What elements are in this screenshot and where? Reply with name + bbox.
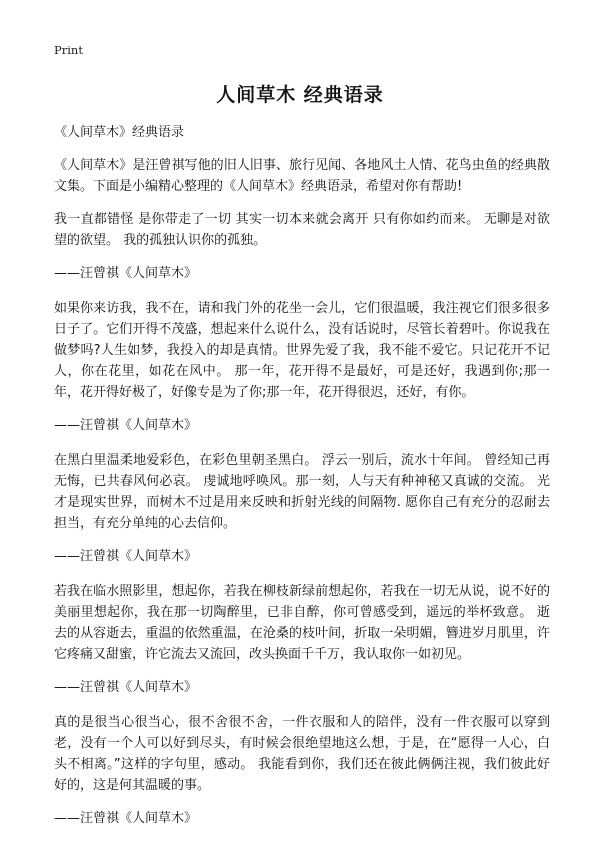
quote-text: 在黑白里温柔地爱彩色，在彩色里朝圣黑白。 浮云一别后，流水十年间。 曾经知己再无悔，已共春风何必哀。 虔诚地呼唤风。那一刻，人与天有种神秘又真诚的交流。 光才是现实世界，而树木不过是用来反映和折射光线的间隔物. 愿你自己有充分的忍耐去担当，有充分单纯的心去信仰。 [54,453,550,531]
quote-attribution: ——汪曾祺《人间草木》 [54,680,198,695]
quote-text: 真的是很当心很当心，很不舍很不舍，一件衣服和人的陪伴，没有一件衣服可以穿到老，没有一个人可以好到尽头，有时候会很绝望地这么想，于是，在“愿得一人心，白头不相离。”这样的字句里，感动。 我能看到你，我们还在彼此俩俩注视，我们彼此好好的，这是何其温暖的事。 [54,715,550,793]
print-link[interactable]: Print [54,43,83,57]
intro-paragraph: 《人间草木》是汪曾祺写他的旧人旧事、旅行见闻、各地风土人情、花鸟虫鱼的经典散文集。下面是小编精心整理的《人间草木》经典语录，希望对你有帮助! [54,158,550,194]
document-title: 人间草木 经典语录 [216,84,384,106]
quote-attribution: ——汪曾祺《人间草木》 [54,266,198,281]
document-body [54,122,550,843]
quote-attribution: ——汪曾祺《人间草木》 [54,549,198,564]
quote-text: 如果你来访我，我不在，请和我门外的花坐一会儿，它们很温暖，我注视它们很多很多日子了。它们开得不茂盛，想起来什么说什么，没有话说时，尽管长着碧叶。你说我在做梦吗?人生如梦，我投入的却是真情。世界先爱了我，我不能不爱它。只记花开不记人，你在花里，如花在风中。 那一年，花开得不是最好，可是还好，我遇到你;那一年，花开得好极了，好像专是为了你;那一年，花开得很迟，还好，有你。 [54,301,550,400]
document-subtitle: 《人间草木》经典语录 [54,125,185,140]
quote-text: 若我在临水照影里，想起你，若我在柳枝新绿前想起你，若我在一切无从说，说不好的美丽里想起你，我在那一切陶醉里，已非自醉，你可曾感受到，遥远的举杯致意。 逝去的从容逝去，重温的依然重温，在沧桑的枝叶间，折取一朵明媚，簪进岁月肌里，许它疼痛又甜蜜，许它流去又流回，改头换面千千万，我认取你一如初见。 [54,584,550,662]
quote-attribution: ——汪曾祺《人间草木》 [54,811,198,826]
quote-attribution: ——汪曾祺《人间草木》 [54,418,198,433]
quote-text: 我一直都错怪 是你带走了一切 其实一切本来就会离开 只有你如约而来。 无聊是对欲望的欲望。 我的孤独认识你的孤独。 [54,212,550,248]
